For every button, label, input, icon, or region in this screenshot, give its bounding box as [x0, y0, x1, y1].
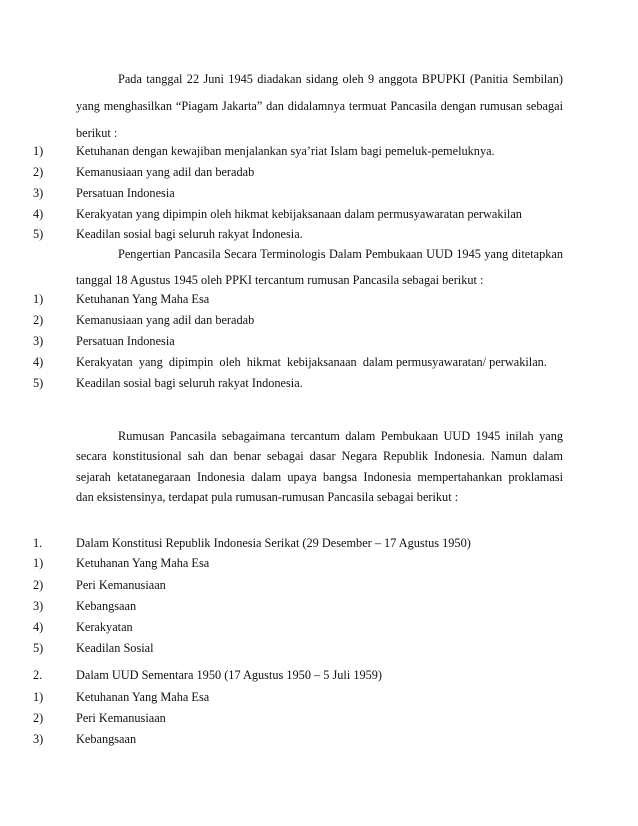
intro-line-1: Pada tanggal 22 Juni 1945 diadakan sidang oleh 9 anggota BPUPKI (Panitia Sembilan) — [118, 72, 563, 86]
list-number: 4) — [33, 355, 44, 369]
list-number: 2) — [33, 711, 44, 725]
list-text: Kerakyatan yang dipimpin oleh hikmat kebijaksanaan dalam permusyawaratan/ perwakilan. — [76, 355, 547, 369]
intro-line-2: yang menghasilkan “Piagam Jakarta” dan didalamnya termuat Pancasila dengan rumusan sebagai — [76, 99, 563, 113]
list-number: 3) — [33, 732, 44, 746]
rumusan-line-1: Rumusan Pancasila sebagaimana tercantum dalam Pembukaan UUD 1945 inilah yang — [118, 429, 563, 443]
list-text: Kebangsaan — [76, 732, 137, 746]
list-text: Ketuhanan Yang Maha Esa — [76, 556, 210, 570]
list-text: Kemanusiaan yang adil dan beradab — [76, 165, 255, 179]
list-number: 3) — [33, 599, 44, 613]
list-text: Kerakyatan yang dipimpin oleh hikmat kebijaksanaan dalam permusyawaratan perwakilan — [76, 207, 522, 221]
list-text: Keadilan sosial bagi seluruh rakyat Indonesia. — [76, 376, 303, 390]
rumusan-line-2: secara konstitusional sah dan benar sebagai dasar Negara Republik Indonesia. Namun dalam — [76, 449, 563, 463]
list-number: 5) — [33, 641, 44, 655]
list-text: Kerakyatan — [76, 620, 133, 634]
list-text: Kemanusiaan yang adil dan beradab — [76, 313, 255, 327]
list-number: 1) — [33, 292, 44, 306]
list-number: 3) — [33, 186, 44, 200]
list-number: 2) — [33, 313, 44, 327]
list-number: 1) — [33, 144, 44, 158]
list-number: 5) — [33, 376, 44, 390]
section-number: 1. — [33, 536, 43, 550]
terminologis-line-1: Pengertian Pancasila Secara Terminologis Dalam Pembukaan UUD 1945 yang ditetapkan — [118, 247, 563, 261]
list-number: 1) — [33, 556, 44, 570]
list-number: 4) — [33, 620, 44, 634]
list-text: Kebangsaan — [76, 599, 137, 613]
list-number: 4) — [33, 207, 44, 221]
section-title: Dalam UUD Sementara 1950 (17 Agustus 1950 – 5 Juli 1959) — [76, 668, 383, 682]
section-title: Dalam Konstitusi Republik Indonesia Serikat (29 Desember – 17 Agustus 1950) — [76, 536, 471, 550]
terminologis-line-2: tanggal 18 Agustus 1945 oleh PPKI tercantum rumusan Pancasila sebagai berikut : — [76, 273, 484, 287]
list-number: 3) — [33, 334, 44, 348]
list-number: 2) — [33, 165, 44, 179]
list-text: Keadilan sosial bagi seluruh rakyat Indonesia. — [76, 227, 303, 241]
rumusan-line-4: dan eksistensinya, terdapat pula rumusan-rumusan Pancasila sebagai berikut : — [76, 490, 459, 504]
list-text: Peri Kemanusiaan — [76, 578, 166, 592]
list-text: Ketuhanan Yang Maha Esa — [76, 292, 210, 306]
list-text: Keadilan Sosial — [76, 641, 154, 655]
list-text: Peri Kemanusiaan — [76, 711, 166, 725]
section-number: 2. — [33, 668, 43, 682]
intro-line-3: berikut : — [76, 126, 118, 140]
list-text: Ketuhanan Yang Maha Esa — [76, 690, 210, 704]
list-number: 5) — [33, 227, 44, 241]
list-number: 1) — [33, 690, 44, 704]
list-text: Ketuhanan dengan kewajiban menjalankan sya’riat Islam bagi pemeluk-pemeluknya. — [76, 144, 495, 158]
list-text: Persatuan Indonesia — [76, 334, 175, 348]
rumusan-line-3: sejarah ketatanegaraan Indonesia dalam upaya bangsa Indonesia mempertahankan proklamasi — [76, 470, 563, 484]
list-number: 2) — [33, 578, 44, 592]
list-text: Persatuan Indonesia — [76, 186, 175, 200]
